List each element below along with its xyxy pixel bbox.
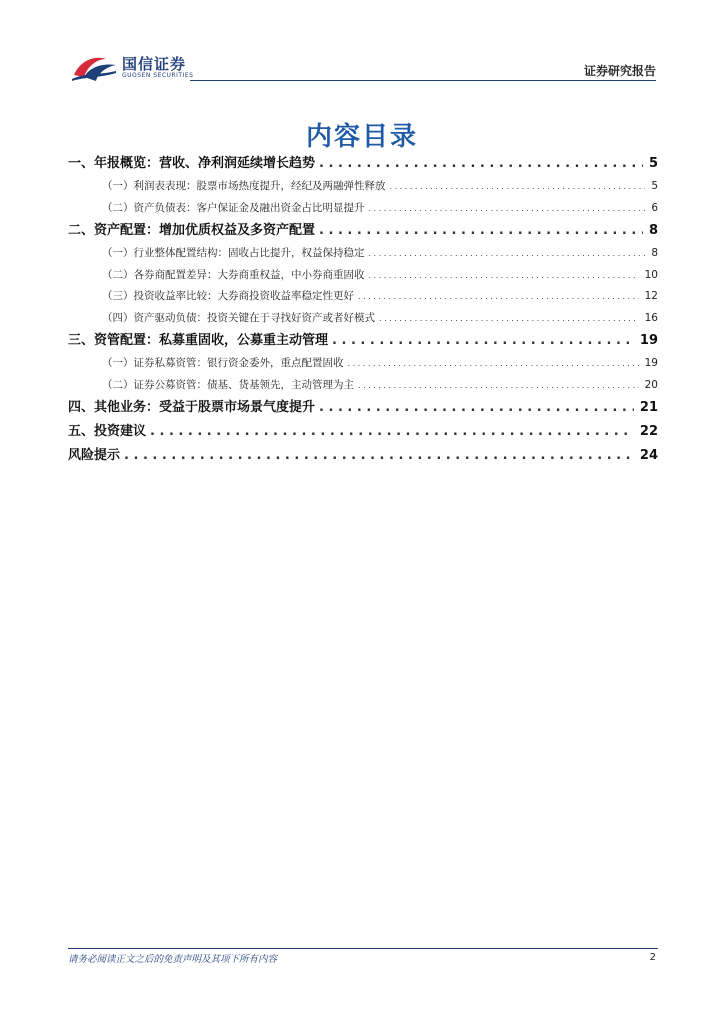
toc-entry-label: 四、其他业务：受益于股票市场景气度提升 — [68, 400, 316, 415]
toc-section-entry[interactable] — [68, 176, 658, 198]
toc-entry-label: 风险提示 — [68, 448, 121, 463]
header-divider — [190, 80, 656, 81]
toc-section-entry[interactable] — [68, 353, 658, 375]
guosen-logo-mark-icon — [70, 53, 120, 83]
toc-chapter-entry[interactable] — [68, 420, 658, 444]
toc-entry-label: 五、投资建议 — [68, 424, 147, 439]
toc-entry-label: 三、资管配置：私募重固收，公募重主动管理 — [68, 333, 329, 348]
toc-section-entry[interactable] — [68, 308, 658, 330]
toc-dot-leader — [369, 198, 646, 220]
toc-entry-page: 10 — [644, 268, 658, 281]
toc-dot-leader — [379, 308, 639, 330]
toc-entry-page: 6 — [651, 201, 658, 214]
toc-entry-page: 22 — [639, 424, 658, 439]
toc-section-entry[interactable] — [68, 198, 658, 220]
page-header — [70, 52, 656, 84]
page-number: 2 — [649, 952, 656, 963]
toc-entry-page: 8 — [648, 223, 658, 238]
toc-entry-label: （一）证券私募资管：银行资金委外，重点配置固收 — [102, 357, 344, 369]
toc-title: 内容目录 — [305, 122, 418, 152]
brand-name-en: GUOSEN SECURITIES — [122, 72, 194, 79]
toc-dot-leader — [369, 265, 639, 287]
toc-dot-leader — [332, 329, 634, 353]
toc-entry-label: （四）资产驱动负债：投资关键在于寻找好资产或者好模式 — [102, 311, 375, 324]
toc-entry-label: （二）各券商配置差异：大券商重权益，中小券商重固收 — [102, 268, 365, 281]
toc-dot-leader — [358, 286, 639, 308]
toc-entry-page: 24 — [639, 448, 658, 463]
toc-section-entry[interactable] — [68, 286, 658, 308]
toc-entry-label: （一）行业整体配置结构：固收占比提升，权益保持稳定 — [102, 247, 365, 259]
toc-entry-page: 5 — [651, 180, 658, 192]
toc-chapter-entry[interactable] — [68, 219, 658, 243]
toc-chapter-entry[interactable] — [68, 444, 658, 468]
brand-name-cn: 国信证券 — [122, 55, 187, 73]
toc-entry-page: 8 — [651, 247, 658, 259]
footer-divider — [68, 948, 658, 949]
toc-section-entry[interactable] — [68, 265, 658, 287]
report-type: 证券研究报告 — [583, 64, 656, 78]
toc-entry-page: 5 — [648, 156, 658, 171]
toc-dot-leader — [319, 396, 634, 420]
toc-chapter-entry[interactable] — [68, 329, 658, 353]
footer-disclaimer: 请务必阅读正文之后的免责声明及其项下所有内容 — [68, 954, 278, 965]
toc-entry-label: （三）投资收益率比较：大券商投资收益率稳定性更好 — [102, 290, 354, 302]
toc-dot-leader — [390, 176, 646, 198]
toc-entry-page: 12 — [644, 290, 658, 302]
toc-dot-leader — [150, 420, 634, 444]
toc-entry-label: 一、年报概览：营收、净利润延续增长趋势 — [68, 156, 316, 171]
toc-entry-page: 19 — [644, 357, 658, 369]
toc-entry-label: （一）利润表表现：股票市场热度提升，经纪及两融弹性释放 — [102, 180, 386, 192]
toc-entry-page: 16 — [644, 311, 658, 324]
toc-entry-page: 21 — [639, 400, 658, 415]
toc-entry-page: 19 — [639, 333, 658, 348]
toc-dot-leader — [319, 152, 643, 176]
toc-dot-leader — [348, 353, 639, 375]
toc-dot-leader — [319, 219, 643, 243]
toc-entry-label: 二、资产配置：增加优质权益及多资产配置 — [68, 223, 316, 238]
toc-dot-leader — [124, 444, 634, 468]
toc-section-entry[interactable] — [68, 375, 658, 397]
toc-chapter-entry[interactable] — [68, 396, 658, 420]
toc-entry-label: （二）证券公募资管：债基、货基领先，主动管理为主 — [102, 378, 354, 391]
toc-entry-label: （二）资产负债表：客户保证金及融出资金占比明显提升 — [102, 201, 365, 214]
toc-section-entry[interactable] — [68, 243, 658, 265]
toc-chapter-entry[interactable] — [68, 152, 658, 176]
toc-entry-page: 20 — [644, 378, 658, 391]
toc-dot-leader — [369, 243, 646, 265]
toc-dot-leader — [358, 375, 639, 397]
table-of-contents — [68, 152, 658, 468]
